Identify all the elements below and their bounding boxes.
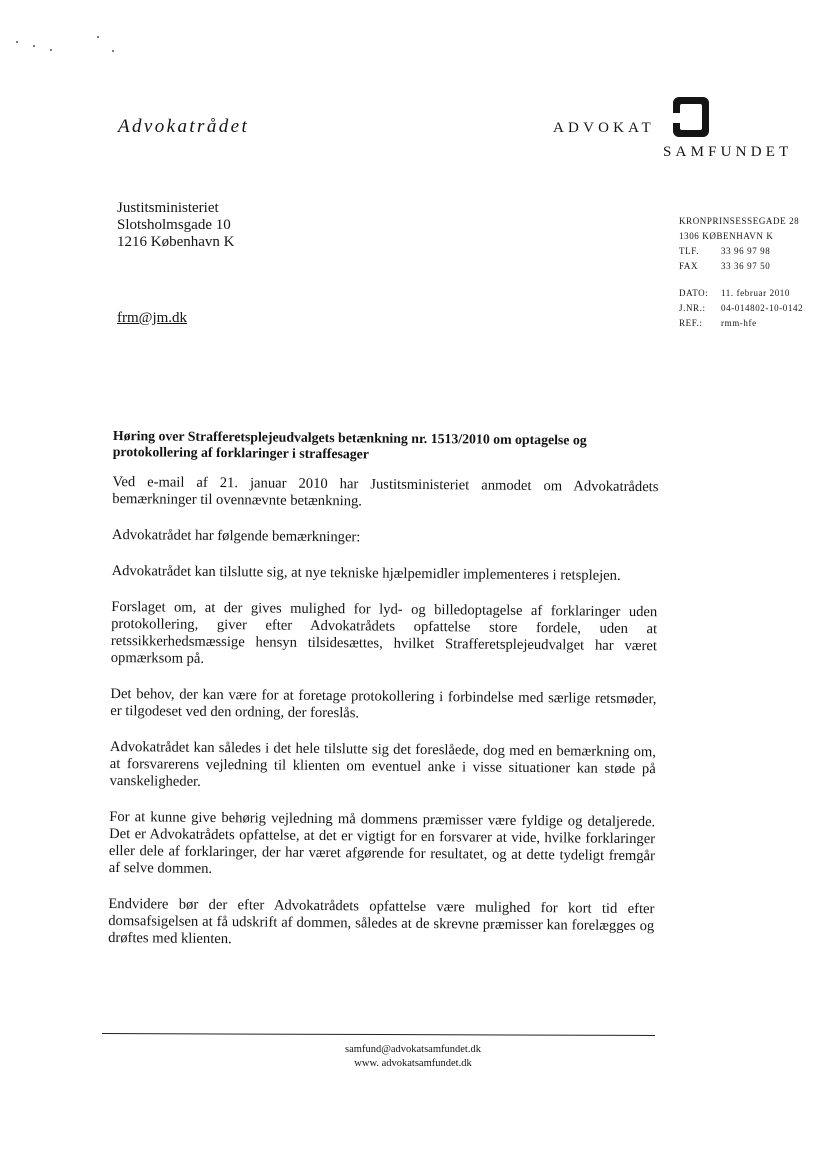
fax-value: 33 36 97 50 — [721, 261, 771, 271]
advokatsamfundet-logo-icon — [668, 93, 714, 141]
scan-speck — [50, 49, 52, 51]
body-paragraph: Advokatrådet kan således i det hele tilslutte sig det foreslåede, dog med en bemærkning om, at forsvarerens vejledning til klienten om eventuel anke i visse situationer kan støde på vanskeligheder. — [109, 738, 656, 790]
sender-phone — [679, 244, 803, 259]
sender-street: KRONPRINSESSEGADE 28 — [679, 216, 800, 226]
date-value: 11. februar 2010 — [721, 288, 790, 298]
sender-city: 1306 KØBENHAVN K — [679, 231, 774, 241]
phone-label: TLF. — [679, 246, 699, 256]
date-label: DATO: — [679, 288, 709, 298]
letter-date — [679, 286, 803, 301]
jnr-value: 04-014802-10-0142 — [721, 303, 804, 313]
recipient-address — [117, 200, 234, 251]
reference — [679, 316, 803, 331]
scan-speck — [97, 36, 99, 38]
letter-body — [108, 428, 659, 971]
footer-divider — [102, 1033, 655, 1036]
body-paragraph: Det behov, der kan være for at foretage protokollering i forbindelse med særlige retsmøder, er tilgodeset ved den ordning, der foreslås. — [110, 685, 657, 722]
recipient-email-link[interactable]: frm@jm.dk — [117, 310, 188, 326]
scan-speck — [16, 41, 18, 43]
logo-text-samfundet: SAMFUNDET — [663, 144, 793, 160]
fax-label: FAX — [679, 261, 699, 271]
body-paragraph: Endvidere bør der efter Advokatrådets opfattelse være mulighed for kort tid efter domsafsigelsen at få udskrift af dommen, således at de skrevne præmisser kan forelægges og drøftes med klienten. — [108, 895, 655, 948]
body-paragraph: Ved e-mail af 21. januar 2010 har Justitsministeriet anmodet om Advokatrådets bemærkninger til ovennævnte betænkning. — [112, 473, 659, 510]
jnr-label: J.NR.: — [679, 303, 706, 313]
logo-text-advokat: ADVOKAT — [553, 120, 655, 136]
recipient-line: Slotsholmsgade 10 — [117, 217, 231, 233]
sender-address-block — [679, 214, 803, 331]
sender-fax — [679, 259, 803, 274]
scan-speck — [33, 45, 35, 47]
body-paragraph: Advokatrådet kan tilslutte sig, at nye tekniske hjælpemidler implementeres i retsplejen. — [111, 562, 621, 584]
ref-label: REF.: — [679, 318, 703, 328]
journal-number — [679, 301, 803, 316]
scan-speck — [112, 50, 114, 52]
recipient-line: Justitsministeriet — [117, 200, 219, 216]
recipient-line: 1216 København K — [117, 234, 235, 250]
phone-value: 33 96 97 98 — [721, 246, 771, 256]
footer-website-link[interactable]: www. advokatsamfundet.dk — [354, 1058, 472, 1069]
body-paragraph: For at kunne give behørig vejledning må dommens præmisser være fyldige og detaljerede. Det er Advokatrådets opfattelse, at det er vigtigt for en forsvarer at vide, hvilke forklaringer eller dele af forklaringer, der har været afgørende for resultatet, og at dette tydeligt fremgår af selve dommen. — [108, 808, 656, 877]
footer-email-link[interactable]: samfund@advokatsamfundet.dk — [345, 1044, 481, 1055]
ref-value: rmm-hfe — [721, 318, 757, 328]
body-paragraph: Advokatrådet har følgende bemærkninger: — [111, 526, 361, 546]
letter-subject: Høring over Strafferetsplejeudvalgets betænkning nr. 1513/2010 om optagelse og protokollering af forklaringer i straffesager — [112, 428, 587, 462]
organization-name: Advokatrådet — [118, 116, 250, 137]
body-paragraph: Forslaget om, at der gives mulighed for lyd- og billedoptagelse af forklaringer uden protokollering, giver efter Advokatrådets opfattelse store fordele, uden at retssikkerhedsmæssige hensyn tilsidesættes, hvilket Strafferetsplejeudvalget har været opmærksom på. — [110, 598, 658, 667]
